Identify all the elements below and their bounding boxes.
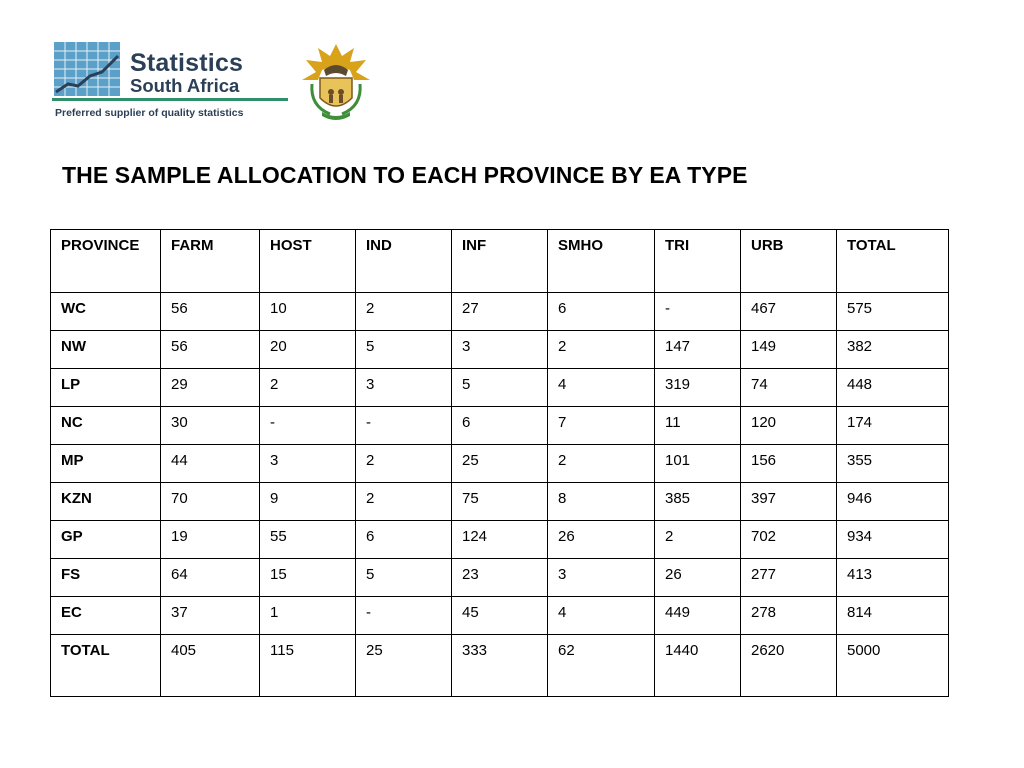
stats-sa-logo xyxy=(52,40,288,124)
table-cell: 15 xyxy=(260,559,356,597)
table-cell: 20 xyxy=(260,331,356,369)
table-cell: 30 xyxy=(161,407,260,445)
table-cell: 2 xyxy=(260,369,356,407)
table-cell: 37 xyxy=(161,597,260,635)
table-cell: 27 xyxy=(452,293,548,331)
total-label-cell: TOTAL xyxy=(51,635,161,697)
table-cell: 2 xyxy=(356,445,452,483)
table-cell: 26 xyxy=(655,559,741,597)
table-cell: 2620 xyxy=(741,635,837,697)
table-cell: 174 xyxy=(837,407,949,445)
table-cell: 75 xyxy=(452,483,548,521)
table-cell: - xyxy=(655,293,741,331)
table-cell: 25 xyxy=(356,635,452,697)
table-cell: 56 xyxy=(161,331,260,369)
table-cell: 278 xyxy=(741,597,837,635)
table-row xyxy=(51,407,949,445)
column-header-inf: INF xyxy=(452,230,548,293)
table-cell: 946 xyxy=(837,483,949,521)
table-cell: 448 xyxy=(837,369,949,407)
table-cell: 45 xyxy=(452,597,548,635)
table-cell: 3 xyxy=(452,331,548,369)
column-header-total: TOTAL xyxy=(837,230,949,293)
province-cell: WC xyxy=(51,293,161,331)
table-row xyxy=(51,445,949,483)
table-cell: 2 xyxy=(356,293,452,331)
table-cell: 5 xyxy=(356,559,452,597)
table-cell: 10 xyxy=(260,293,356,331)
logo-title-line2: South Africa xyxy=(130,75,240,96)
table-cell: 5 xyxy=(452,369,548,407)
table-cell: 4 xyxy=(548,597,655,635)
table-cell: 156 xyxy=(741,445,837,483)
province-cell: EC xyxy=(51,597,161,635)
table-cell: 124 xyxy=(452,521,548,559)
province-cell: NW xyxy=(51,331,161,369)
table-cell: 29 xyxy=(161,369,260,407)
table-cell: 64 xyxy=(161,559,260,597)
table-cell: 2 xyxy=(548,445,655,483)
coat-of-arms-icon xyxy=(300,40,372,120)
table-cell: 55 xyxy=(260,521,356,559)
table-cell: 333 xyxy=(452,635,548,697)
table-cell: 6 xyxy=(548,293,655,331)
sample-allocation-table xyxy=(50,229,949,697)
table-cell: 1440 xyxy=(655,635,741,697)
table-cell: 4 xyxy=(548,369,655,407)
table-cell: - xyxy=(356,407,452,445)
table-cell: 23 xyxy=(452,559,548,597)
table-cell: 8 xyxy=(548,483,655,521)
table-cell: 5000 xyxy=(837,635,949,697)
table-cell: 149 xyxy=(741,331,837,369)
column-header-province: PROVINCE xyxy=(51,230,161,293)
page-title: THE SAMPLE ALLOCATION TO EACH PROVINCE BY EA TYPE xyxy=(62,162,748,188)
province-cell: KZN xyxy=(51,483,161,521)
table-cell: 449 xyxy=(655,597,741,635)
table-total-row xyxy=(51,635,949,697)
table-header-row xyxy=(51,230,949,293)
table-cell: 44 xyxy=(161,445,260,483)
table-cell: 19 xyxy=(161,521,260,559)
column-header-farm: FARM xyxy=(161,230,260,293)
table-cell: 413 xyxy=(837,559,949,597)
table-cell: 2 xyxy=(655,521,741,559)
table-cell: 6 xyxy=(356,521,452,559)
table-cell: 9 xyxy=(260,483,356,521)
province-cell: MP xyxy=(51,445,161,483)
table-row xyxy=(51,483,949,521)
table-row xyxy=(51,369,949,407)
column-header-tri: TRI xyxy=(655,230,741,293)
table-cell: 26 xyxy=(548,521,655,559)
column-header-ind: IND xyxy=(356,230,452,293)
table-cell: 934 xyxy=(837,521,949,559)
table-cell: 3 xyxy=(356,369,452,407)
logo-divider xyxy=(52,98,288,101)
table-cell: 702 xyxy=(741,521,837,559)
table-row xyxy=(51,293,949,331)
table-cell: 5 xyxy=(356,331,452,369)
table-row xyxy=(51,597,949,635)
table-cell: 6 xyxy=(452,407,548,445)
table-cell: 2 xyxy=(356,483,452,521)
logo-tagline: Preferred supplier of quality statistics xyxy=(55,107,244,119)
province-cell: GP xyxy=(51,521,161,559)
table-cell: 101 xyxy=(655,445,741,483)
table-cell: 62 xyxy=(548,635,655,697)
bar-chart-logo-icon xyxy=(54,42,120,96)
table-cell: 3 xyxy=(260,445,356,483)
table-row xyxy=(51,559,949,597)
province-cell: FS xyxy=(51,559,161,597)
table-cell: 382 xyxy=(837,331,949,369)
table-cell: 385 xyxy=(655,483,741,521)
table-cell: 70 xyxy=(161,483,260,521)
table-cell: 397 xyxy=(741,483,837,521)
table-cell: 319 xyxy=(655,369,741,407)
table-cell: - xyxy=(356,597,452,635)
table-cell: 7 xyxy=(548,407,655,445)
table-cell: 120 xyxy=(741,407,837,445)
table-cell: 355 xyxy=(837,445,949,483)
table-cell: 405 xyxy=(161,635,260,697)
table-cell: 3 xyxy=(548,559,655,597)
table-cell: 467 xyxy=(741,293,837,331)
table-cell: 277 xyxy=(741,559,837,597)
province-cell: LP xyxy=(51,369,161,407)
column-header-smho: SMHO xyxy=(548,230,655,293)
table-cell: 56 xyxy=(161,293,260,331)
table-cell: 575 xyxy=(837,293,949,331)
table-row xyxy=(51,331,949,369)
column-header-urb: URB xyxy=(741,230,837,293)
table-cell: 11 xyxy=(655,407,741,445)
table-cell: - xyxy=(260,407,356,445)
table-cell: 814 xyxy=(837,597,949,635)
logo-title-line1: Statistics xyxy=(130,49,244,77)
column-header-host: HOST xyxy=(260,230,356,293)
table-cell: 25 xyxy=(452,445,548,483)
table-row xyxy=(51,521,949,559)
table-cell: 147 xyxy=(655,331,741,369)
table-cell: 2 xyxy=(548,331,655,369)
table-cell: 115 xyxy=(260,635,356,697)
table-cell: 1 xyxy=(260,597,356,635)
province-cell: NC xyxy=(51,407,161,445)
table-cell: 74 xyxy=(741,369,837,407)
